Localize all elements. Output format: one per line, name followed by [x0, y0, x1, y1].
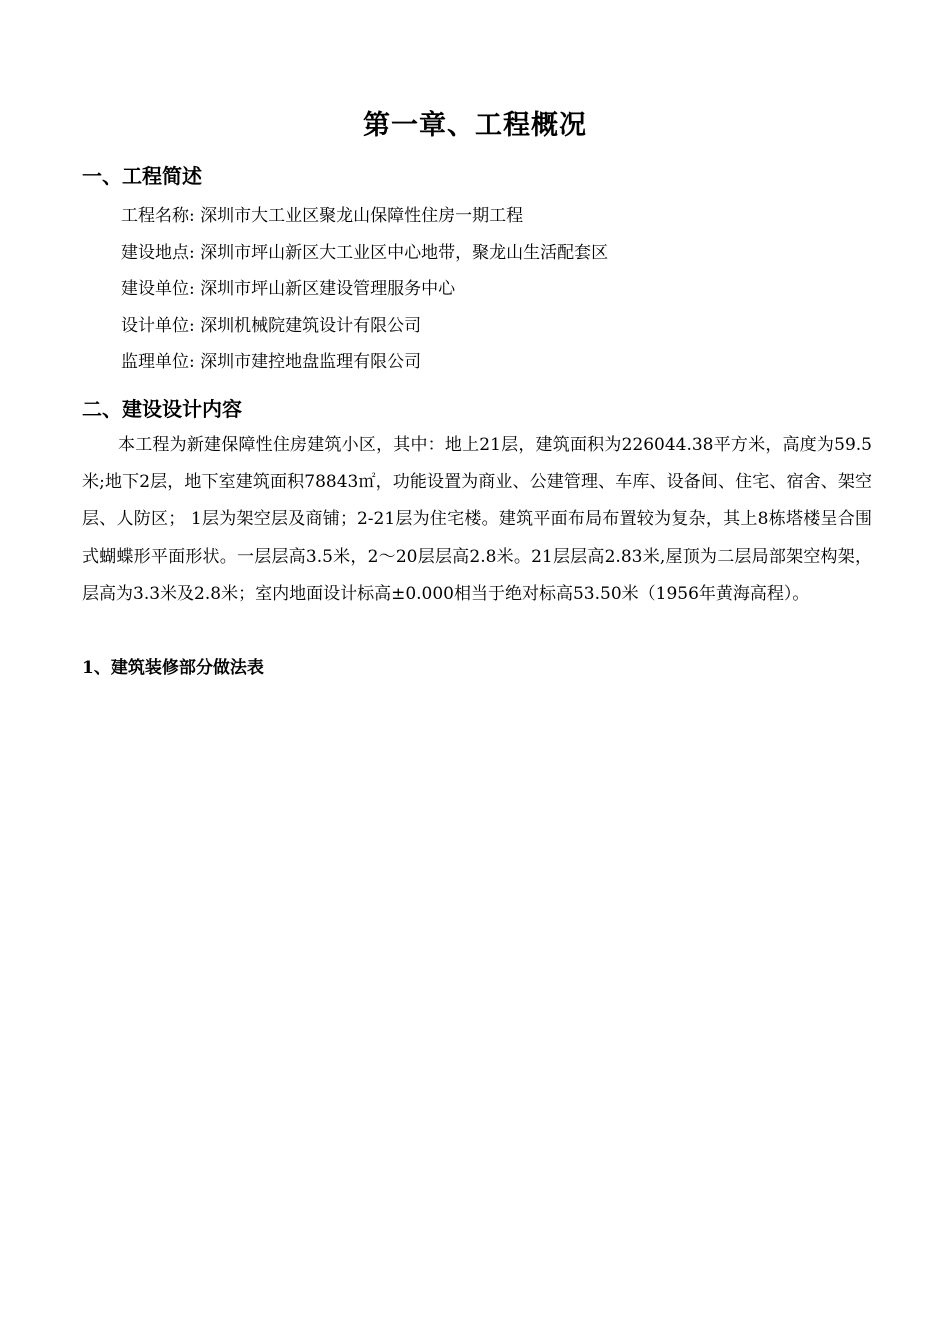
design-unit-line: 设计单位: 深圳机械院建筑设计有限公司: [121, 315, 422, 336]
project-location-line: 建设地点: 深圳市坪山新区大工业区中心地带，聚龙山生活配套区: [121, 242, 609, 263]
decoration-table-heading: 1、建筑装修部分做法表: [82, 658, 264, 678]
chapter-title: 第一章、工程概况: [363, 110, 587, 141]
supervision-unit-line: 监理单位: 深圳市建控地盘监理有限公司: [121, 352, 422, 372]
section-heading-project-overview: 一、工程简述: [82, 164, 202, 188]
construction-unit-line: 建设单位: 深圳市坪山新区建设管理服务中心: [121, 279, 456, 299]
project-name-line: 工程名称: 深圳市大工业区聚龙山保障性住房一期工程: [121, 206, 524, 226]
design-content-paragraph: 本工程为新建保障性住房建筑小区，其中：地上21层，建筑面积为226044.38平方米，高度为59.5米;地下2层，地下室建筑面积78843㎡，功能设置为商业、公建管理、车库、设备间、住宅、宿舍、架空层、人防区； 1层为架空层及商铺；2-21层为住宅楼。建筑平面布局布置较为复杂，其上8栋塔楼呈合围式蝴蝶形平面形状。一层层高3.5米，2～20层层高2.8米。21层层高2.83米,屋顶为二层局部架空构架，层高为3.3米及2.8米；室内地面设计标高±0.000相当于绝对标高53.50米（1956年黄海高程）。: [82, 435, 872, 604]
section-heading-design-content: 二、建设设计内容: [82, 397, 242, 421]
project-info-list: [121, 198, 608, 381]
